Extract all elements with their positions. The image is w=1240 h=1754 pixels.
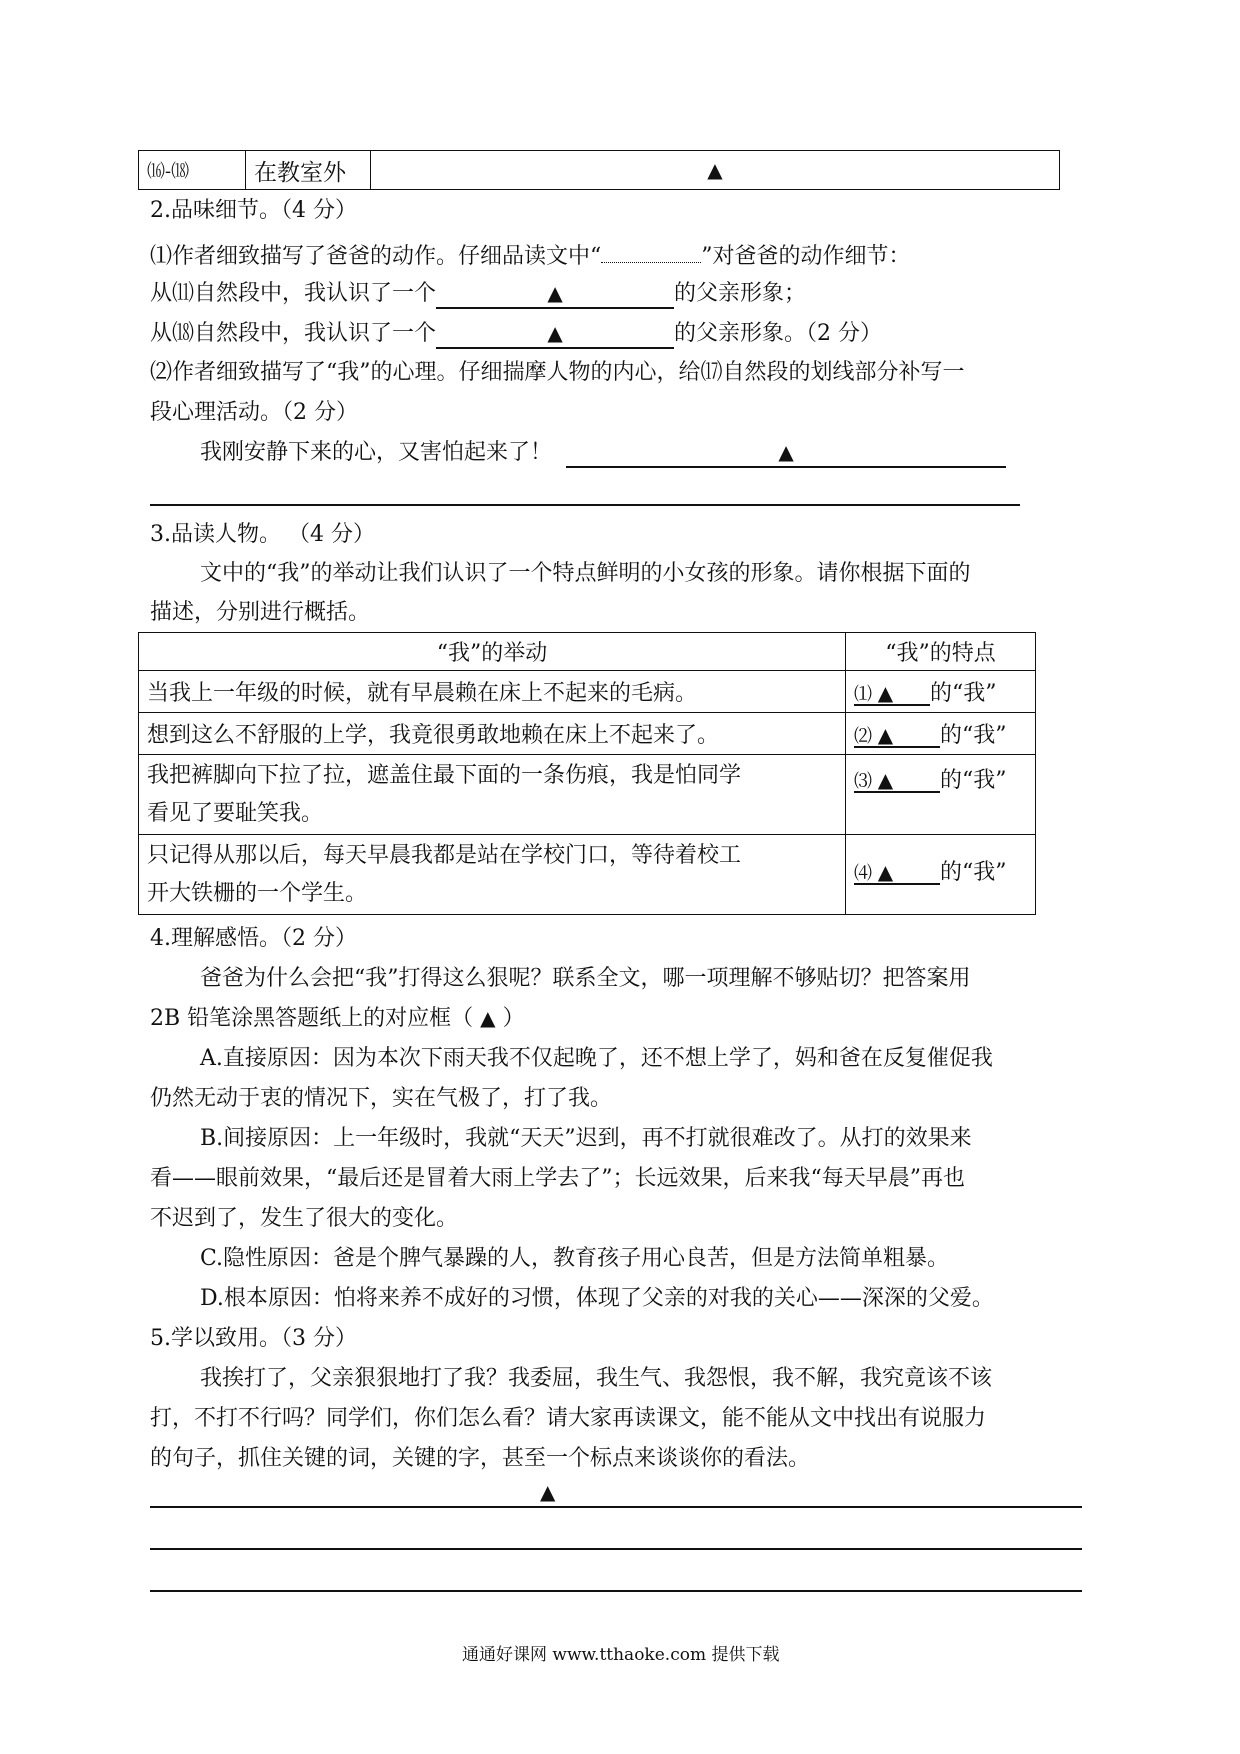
trait-cell: ⑵ ▲ 的“我” xyxy=(846,713,1036,755)
q5-line1: 我挨打了，父亲狠狠地打了我？我委屈，我生气、我怨恨，我不解，我究竟该不该 xyxy=(200,1366,993,1391)
option-c: C.隐性原因：爸是个脾气暴躁的人，教育孩子用心良苦，但是方法简单粗暴。 xyxy=(200,1246,950,1271)
q2-line1: 从⑾自然段中，我认识了一个 ▲ 的父亲形象； xyxy=(150,283,806,309)
traits-header: “我”的特点 xyxy=(846,633,1036,671)
trait-cell: ⑶ ▲ 的“我” xyxy=(846,755,1036,835)
q5-line3: 的句子，抓住关键的词，关键的字，甚至一个标点来谈谈你的看法。 xyxy=(150,1446,811,1471)
traits-table xyxy=(138,632,1036,915)
q3-intro-line2: 描述，分别进行概括。 xyxy=(150,600,371,625)
q4-line1: 爸爸为什么会把“我”打得这么狠呢？联系全文，哪一项理解不够贴切？把答案用 xyxy=(200,966,971,991)
psychology-blank-line2 xyxy=(150,504,1020,506)
father-image-blank-2: ▲ xyxy=(436,323,674,349)
q5-line2: 打，不打不行吗？同学们，你们怎么看？请大家再读课文，能不能从文中找出有说服力 xyxy=(150,1406,987,1431)
psychology-blank: ▲ xyxy=(566,442,1006,468)
footer-source: 通通好课网 www.tthaoke.com 提供下载 xyxy=(462,1645,780,1665)
q4-line2: 2B 铅笔涂黑答题纸上的对应框（ ▲ ） xyxy=(150,1006,525,1031)
answer-triangle-icon: ▲ xyxy=(540,1480,556,1504)
q3-intro-line1: 文中的“我”的举动让我们认识了一个特点鲜明的小女孩的形象。请你根据下面的 xyxy=(200,561,971,586)
option-a-line2: 仍然无动于衷的情况下，实在气极了，打了我。 xyxy=(150,1086,613,1111)
location-cell: 在教室外 xyxy=(246,151,371,190)
q2-title: 2.品味细节。（4 分） xyxy=(150,198,357,223)
action-cell: 当我上一年级的时候，就有早晨赖在床上不起来的毛病。 xyxy=(139,671,846,713)
answer-line-2 xyxy=(150,1548,1082,1550)
action-cell: 我把裤脚向下拉了拉，遮盖住最下面的一条伤痕，我是怕同学 看见了要耻笑我。 xyxy=(139,755,846,835)
option-b-line2: 看——眼前效果，“最后还是冒着大雨上学去了”；长远效果，后来我“每天早晨”再也 xyxy=(150,1166,965,1191)
q2-p1: ⑴作者细致描写了爸爸的动作。仔细品读文中“ ”对爸爸的动作细节： xyxy=(150,244,911,269)
option-b-line1: B.间接原因：上一年级时，我就“天天”迟到，再不打就很难改了。从打的效果来 xyxy=(200,1126,972,1151)
top-table xyxy=(138,150,1060,190)
paragraph-range-cell: ⒃-⒅ xyxy=(139,151,246,190)
option-d: D.根本原因：怕将来养不成好的习惯，体现了父亲的对我的关心——深深的父爱。 xyxy=(200,1286,994,1311)
q5-title: 5.学以致用。（3 分） xyxy=(150,1326,357,1351)
q3-title: 3.品读人物。 （4 分） xyxy=(150,522,375,547)
answer-triangle-icon: ▲ xyxy=(480,1006,496,1030)
answer-line-3 xyxy=(150,1590,1082,1592)
q4-title: 4.理解感悟。（2 分） xyxy=(150,926,357,951)
q2-line2: 从⒅自然段中，我认识了一个 ▲ 的父亲形象。（2 分） xyxy=(150,323,882,349)
q2-p2-line3: 我刚安静下来的心，又害怕起来了！ ▲ xyxy=(200,442,1006,468)
answer-cell xyxy=(371,151,1060,190)
option-b-line3: 不迟到了，发生了很大的变化。 xyxy=(150,1206,459,1231)
trait-cell: ⑴ ▲ 的“我” xyxy=(846,671,1036,713)
trait-cell: ⑷ ▲ 的“我” xyxy=(846,835,1036,915)
option-a-line1: A.直接原因：因为本次下雨天我不仅起晚了，还不想上学了，妈和爸在反复催促我 xyxy=(200,1046,993,1071)
q2-p2-line1: ⑵作者细致描写了“我”的心理。仔细揣摩人物的内心，给⒄自然段的划线部分补写一 xyxy=(150,360,965,385)
q2-p2-line2: 段心理活动。（2 分） xyxy=(150,400,358,425)
answer-line-1 xyxy=(150,1506,1082,1508)
father-image-blank-1: ▲ xyxy=(436,283,674,309)
action-cell: 只记得从那以后，每天早晨我都是站在学校门口，等待着校工 开大铁栅的一个学生。 xyxy=(139,835,846,915)
action-cell: 想到这么不舒服的上学，我竟很勇敢地赖在床上不起来了。 xyxy=(139,713,846,755)
quote-blank xyxy=(601,242,701,263)
answer-triangle-icon: ▲ xyxy=(707,157,723,182)
actions-header: “我”的举动 xyxy=(139,633,846,671)
